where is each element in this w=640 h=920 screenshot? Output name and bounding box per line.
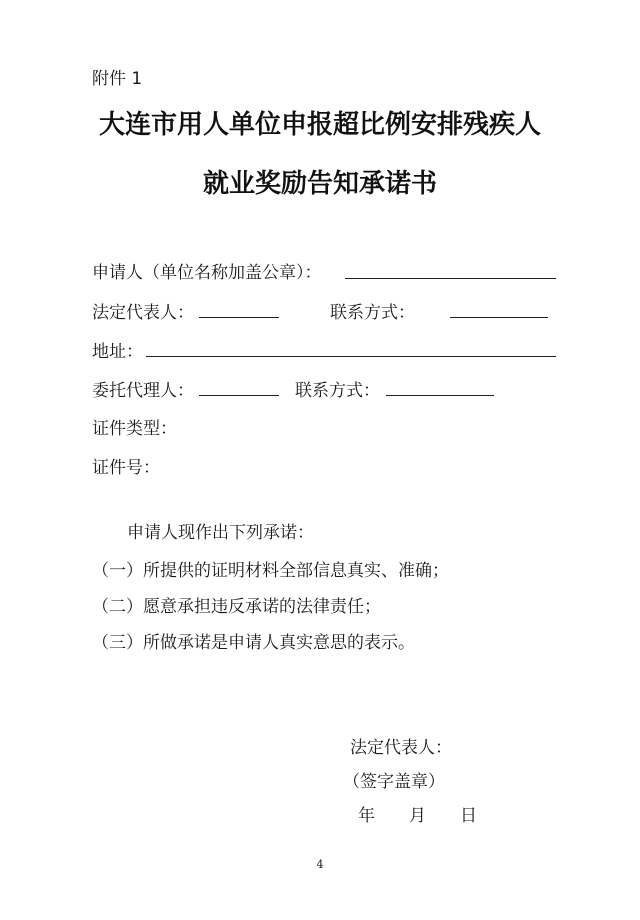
- attachment-label: 附件 1: [92, 69, 143, 89]
- contact-underline-1[interactable]: [450, 317, 548, 318]
- agent-label: 委托代理人：: [92, 381, 194, 401]
- contact-label-2: 联系方式：: [295, 381, 380, 401]
- document-title-line-1: 大连市用人单位申报超比例安排残疾人: [98, 110, 541, 140]
- applicant-underline[interactable]: [345, 278, 556, 279]
- page-number: 4: [316, 858, 324, 871]
- contact-underline-2[interactable]: [386, 395, 494, 396]
- address-label: 地址：: [92, 342, 143, 362]
- signature-legal-rep: 法定代表人：: [350, 738, 452, 758]
- id-type-label: 证件类型：: [92, 419, 177, 439]
- document-title-line-2: 就业奖励告知承诺书: [202, 169, 437, 199]
- commitment-item-3: （三）所做承诺是申请人真实意思的表示。: [92, 633, 415, 653]
- commitment-item-1: （一）所提供的证明材料全部信息真实、准确；: [92, 561, 449, 581]
- signature-seal-note: （签字盖章）: [343, 772, 445, 792]
- commitment-item-2: （二）愿意承担违反承诺的法律责任；: [92, 597, 381, 617]
- address-underline[interactable]: [146, 356, 556, 357]
- legal-rep-underline[interactable]: [199, 317, 279, 318]
- applicant-label: 申请人（单位名称加盖公章）：: [92, 263, 322, 283]
- id-number-label: 证件号：: [92, 458, 160, 478]
- commitment-intro: 申请人现作出下列承诺：: [127, 523, 314, 543]
- contact-label-1: 联系方式：: [330, 303, 415, 323]
- signature-date: 年 月 日: [358, 806, 477, 826]
- agent-underline[interactable]: [199, 395, 279, 396]
- legal-rep-label: 法定代表人：: [92, 303, 194, 323]
